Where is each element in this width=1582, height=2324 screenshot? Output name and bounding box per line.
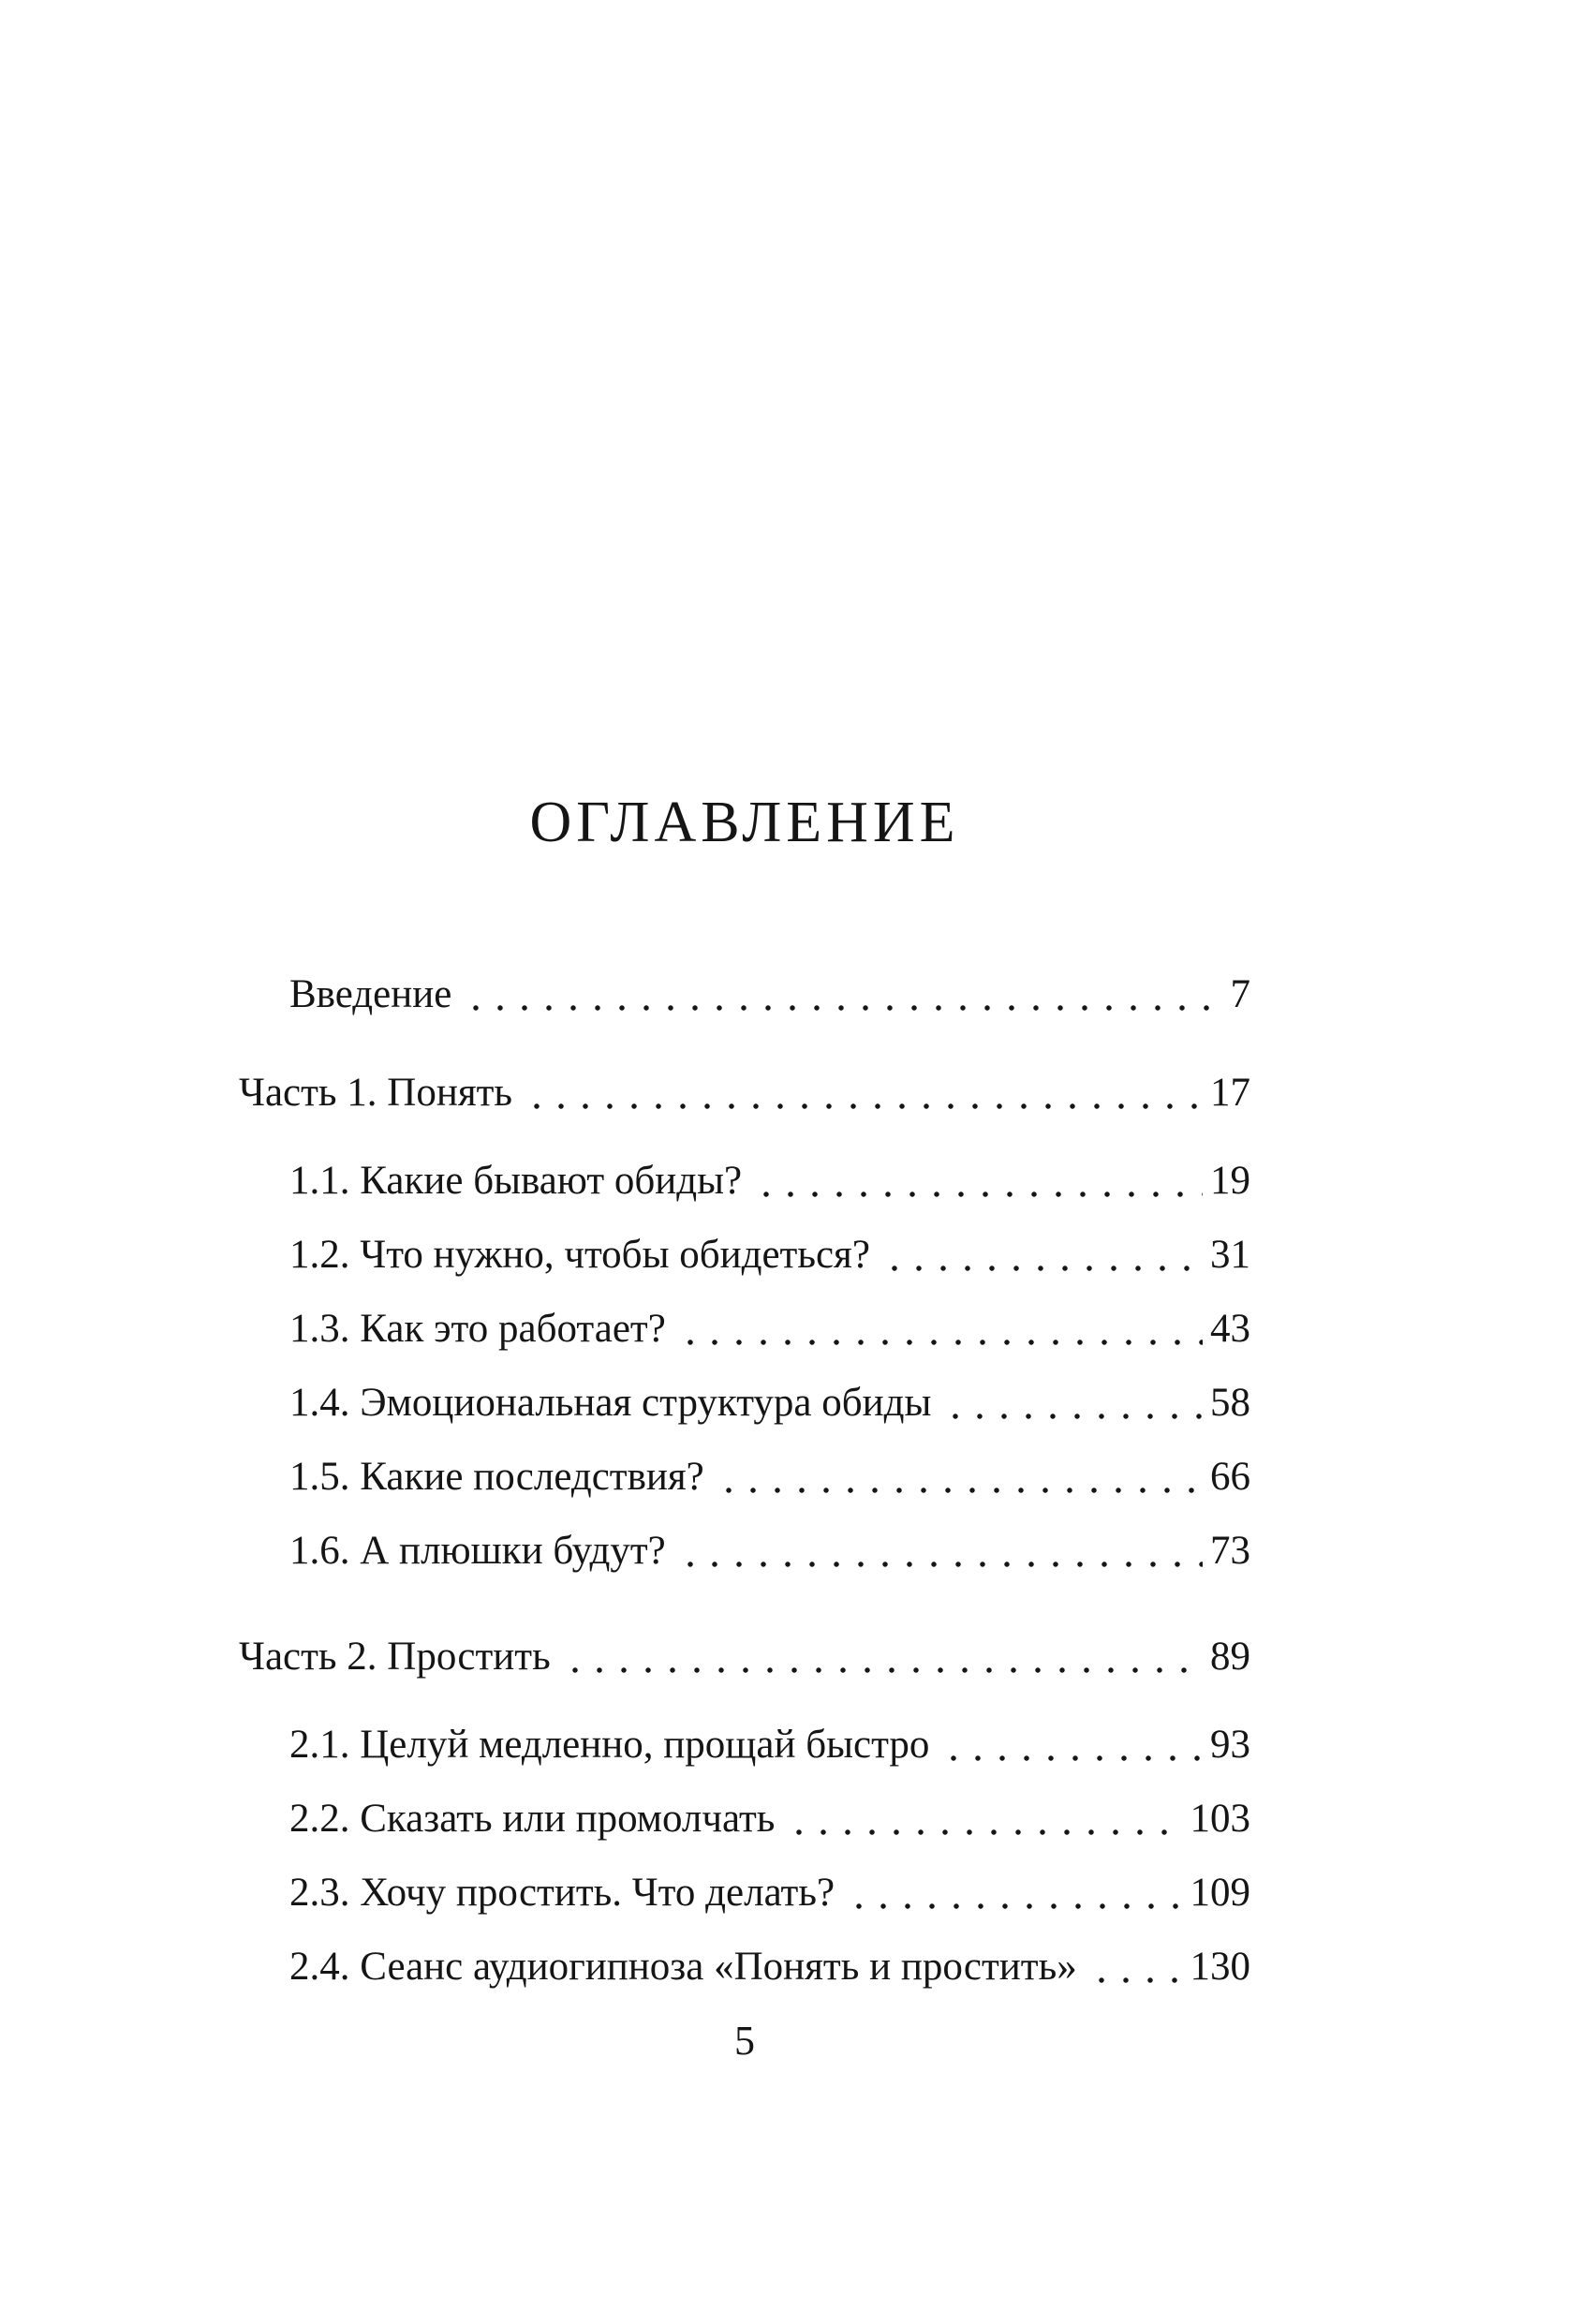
toc-entry-label: Введение bbox=[289, 972, 452, 1016]
toc-entry-page: 17 bbox=[1210, 1071, 1250, 1115]
dot-leader bbox=[673, 1303, 1203, 1355]
toc-entry-label: 1.5. Какие последствия? bbox=[289, 1455, 704, 1499]
toc-entry bbox=[239, 1067, 1250, 1119]
toc-entry-label: Часть 2. Простить bbox=[239, 1635, 551, 1679]
dot-leader bbox=[939, 1377, 1203, 1429]
dot-leader bbox=[1085, 1941, 1183, 1993]
page-title: ОГЛАВЛЕНИЕ bbox=[529, 791, 960, 854]
dot-leader bbox=[712, 1451, 1203, 1503]
toc-entry-page: 93 bbox=[1210, 1723, 1250, 1767]
dot-leader bbox=[673, 1525, 1203, 1577]
toc-entry bbox=[239, 1631, 1250, 1683]
dot-leader bbox=[459, 969, 1222, 1021]
dot-leader bbox=[842, 1867, 1182, 1919]
toc-entry-label: 2.3. Хочу простить. Что делать? bbox=[289, 1871, 835, 1915]
toc-entry bbox=[239, 1155, 1250, 1207]
toc-entry-page: 73 bbox=[1210, 1529, 1250, 1573]
toc-entry bbox=[239, 1229, 1250, 1281]
toc-entry-page: 130 bbox=[1190, 1945, 1250, 1989]
toc-entry bbox=[239, 1793, 1250, 1845]
dot-leader bbox=[749, 1155, 1203, 1207]
toc-entry bbox=[239, 1867, 1250, 1919]
toc-entry-label: 1.3. Как это работает? bbox=[289, 1307, 666, 1351]
dot-leader bbox=[520, 1067, 1203, 1119]
toc-entry-page: 31 bbox=[1210, 1233, 1250, 1277]
toc-entry-label: Часть 1. Понять bbox=[239, 1071, 513, 1115]
toc-entry-label: 2.2. Сказать или промолчать bbox=[289, 1797, 776, 1841]
toc-entry bbox=[239, 1525, 1250, 1577]
dot-leader bbox=[558, 1631, 1203, 1683]
toc-entry-page: 19 bbox=[1210, 1159, 1250, 1203]
toc-entry-label: 1.6. А плюшки будут? bbox=[289, 1529, 666, 1573]
toc-entry bbox=[239, 1941, 1250, 1993]
toc-entry bbox=[239, 1377, 1250, 1429]
toc-entry-label: 1.2. Что нужно, чтобы обидеться? bbox=[289, 1233, 870, 1277]
dot-leader bbox=[782, 1793, 1182, 1845]
toc-entry-page: 43 bbox=[1210, 1307, 1250, 1351]
toc-entry bbox=[239, 1303, 1250, 1355]
toc-entry bbox=[239, 1719, 1250, 1771]
toc-entry-page: 103 bbox=[1190, 1797, 1250, 1841]
toc-entry-label: 1.1. Какие бывают обиды? bbox=[289, 1159, 743, 1203]
toc-entry-label: 2.1. Целуй медленно, прощай быстро bbox=[289, 1723, 930, 1767]
page-number: 5 bbox=[734, 2018, 755, 2064]
dot-leader bbox=[937, 1719, 1203, 1771]
table-of-contents bbox=[239, 969, 1250, 1993]
toc-entry bbox=[239, 969, 1250, 1021]
toc-entry-page: 89 bbox=[1210, 1635, 1250, 1679]
toc-entry-page: 7 bbox=[1230, 972, 1250, 1016]
toc-entry-page: 66 bbox=[1210, 1455, 1250, 1499]
toc-entry-page: 58 bbox=[1210, 1381, 1250, 1425]
dot-leader bbox=[878, 1229, 1203, 1281]
toc-entry-label: 2.4. Сеанс аудиогипноза «Понять и простить» bbox=[289, 1945, 1077, 1989]
toc-entry-page: 109 bbox=[1190, 1871, 1250, 1915]
toc-entry bbox=[239, 1451, 1250, 1503]
toc-entry-label: 1.4. Эмоциональная структура обиды bbox=[289, 1381, 932, 1425]
